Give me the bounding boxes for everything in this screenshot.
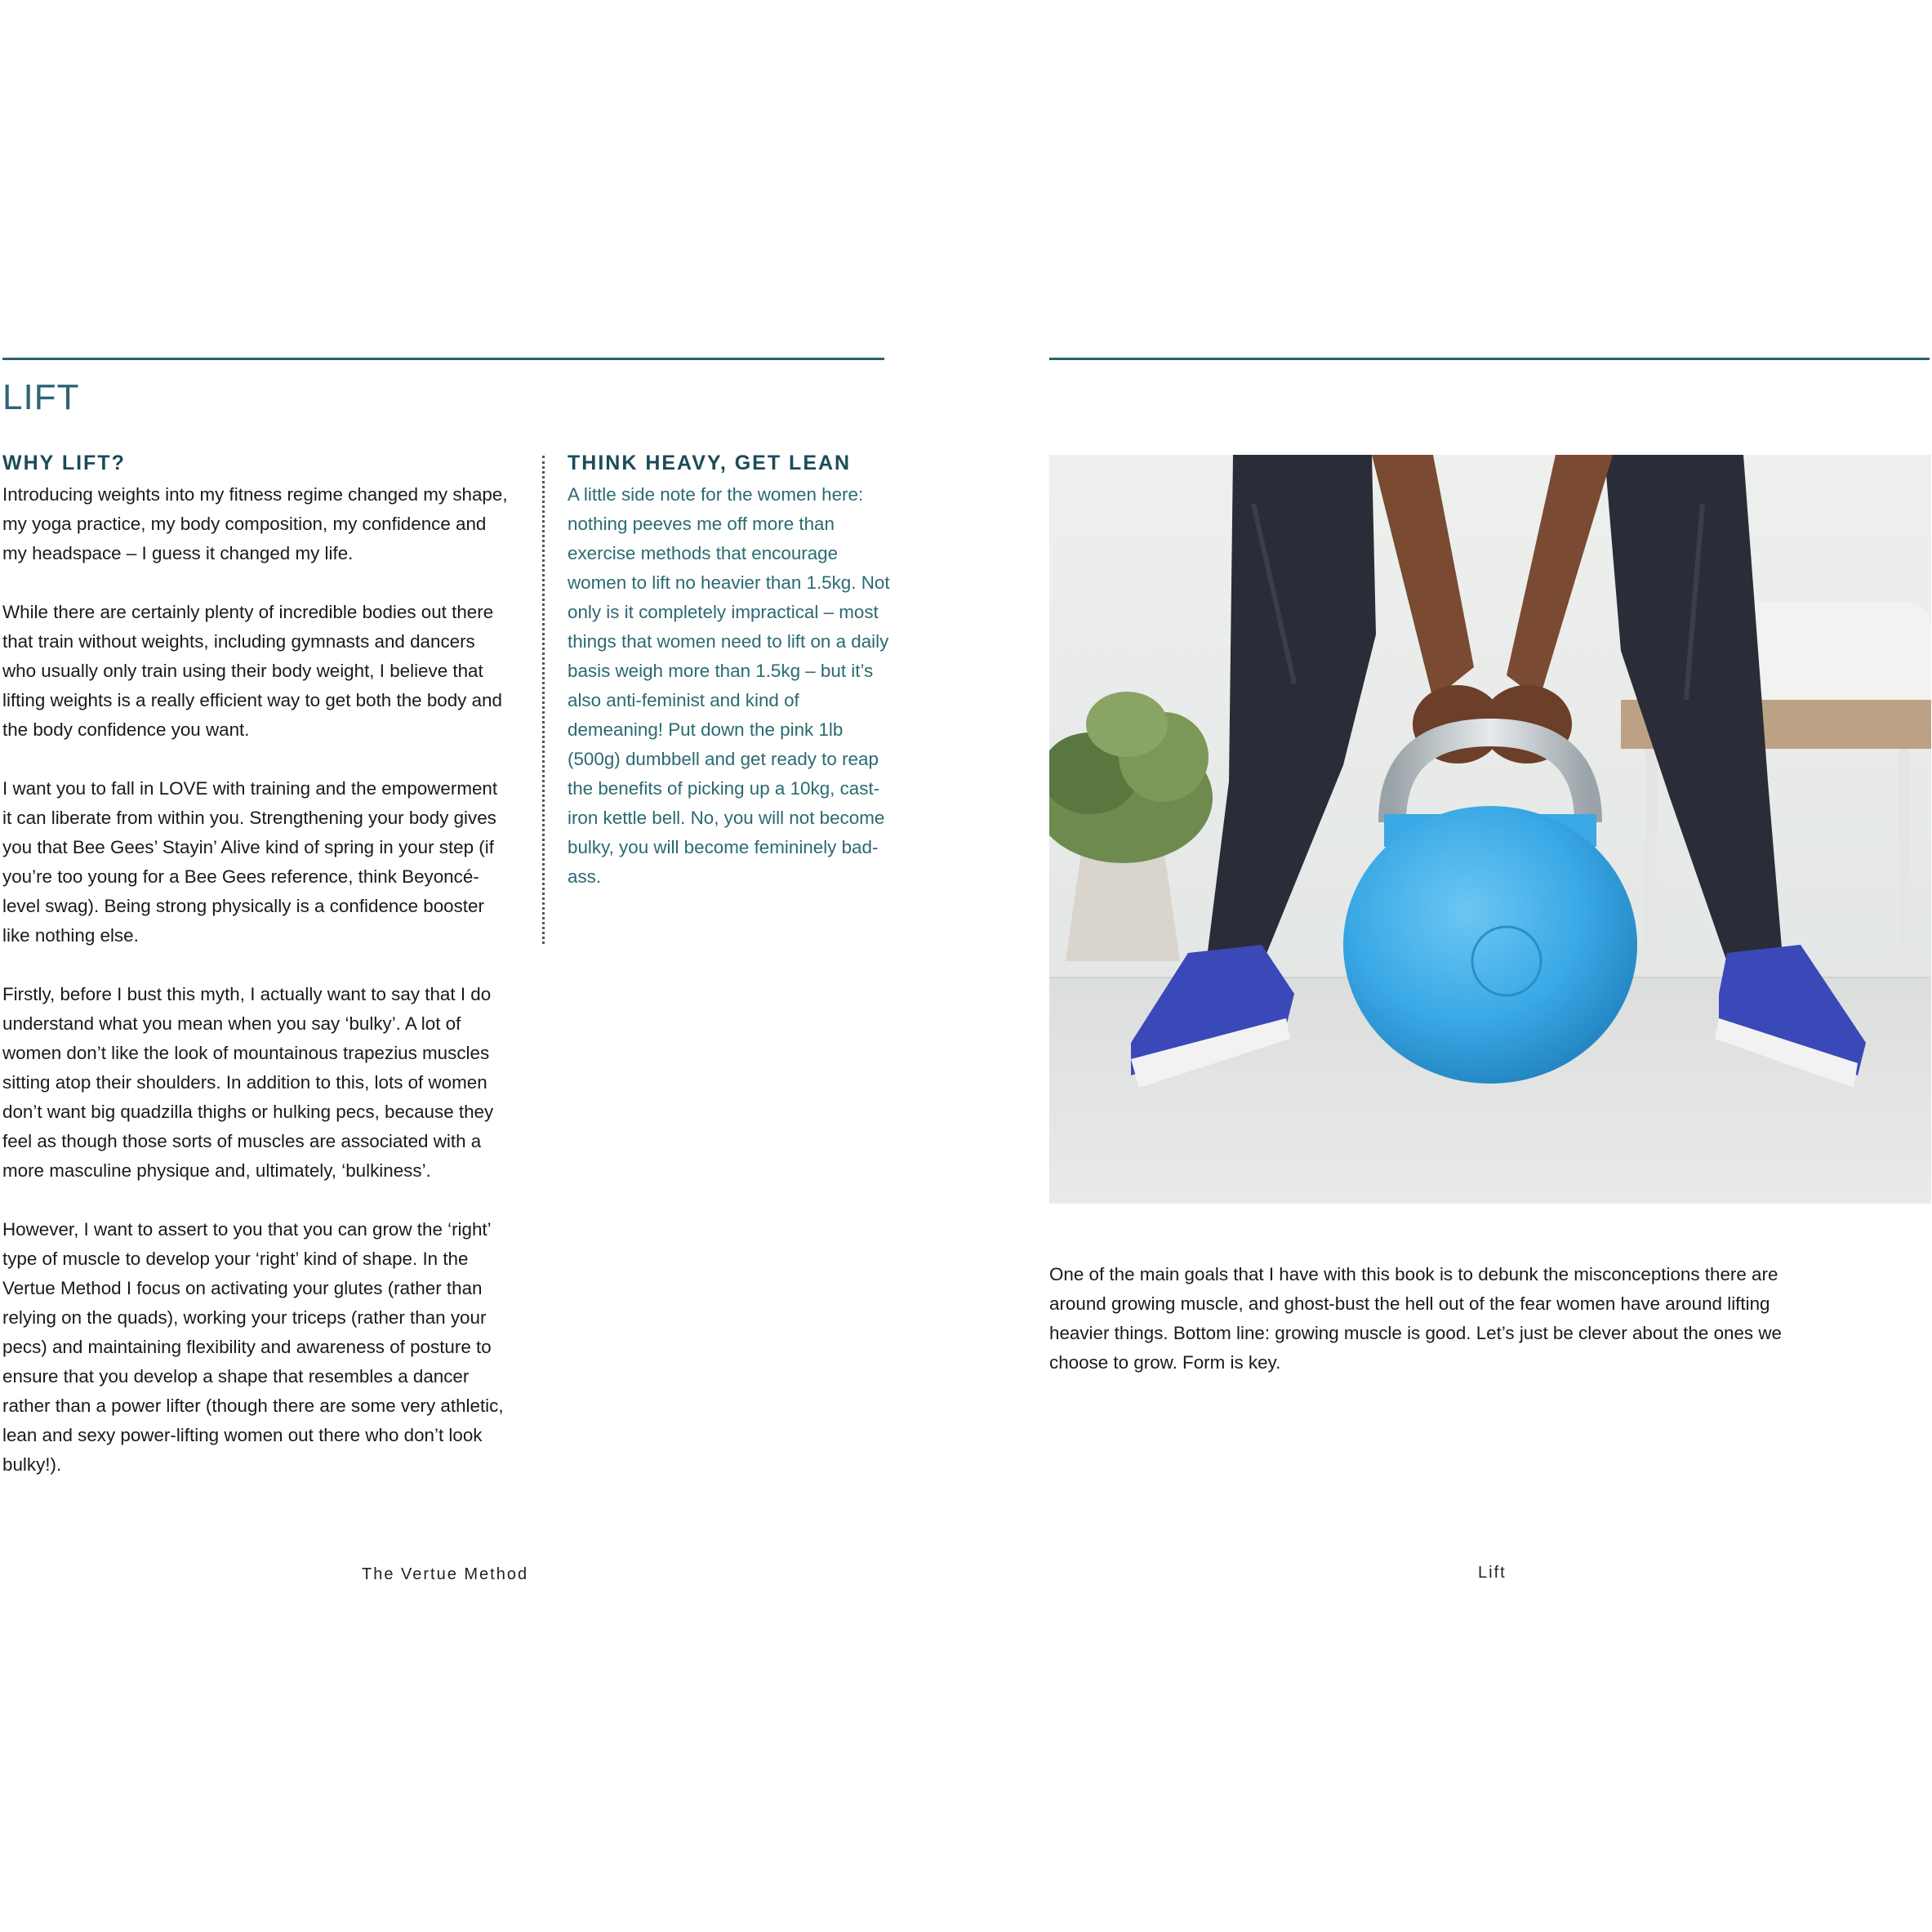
page-footer-right: Lift xyxy=(1478,1564,1507,1582)
body-paragraph: Introducing weights into my fitness regime changed my shape, my yoga practice, my body composition, my confidence and my headspace – I guess it changed my life. xyxy=(2,484,508,563)
top-rule-left xyxy=(2,358,884,360)
main-column xyxy=(2,449,509,1509)
body-paragraph: However, I want to assert to you that you can grow the ‘right’ type of muscle to develop your ‘right’ kind of shape. In the Vertue Method I focus on activating your glutes (rather than relying on the quads), working your triceps (rather than your pecs) and maintaining flexibility and awareness of posture to ensure that you develop a shape that resembles a dancer rather than a power lifter (though there are some very athletic, lean and sexy power-lifting women out there who don’t look bulky!). xyxy=(2,1219,504,1475)
column-divider xyxy=(542,456,545,944)
body-paragraph: Firstly, before I bust this myth, I actually want to say that I do understand what you mean when you say ‘bulky’. A lot of women don’t like the look of mountainous trapezius muscles sitting atop their shoulders. In addition to this, lots of women don’t want big quadzilla thighs or hulking pecs, because they feel as though those sorts of muscles are associated with a more masculine physique and, ultimately, ‘bulkiness’. xyxy=(2,984,494,1181)
kettlebell-photo xyxy=(1049,455,1931,1204)
section-heading-why-lift: WHY LIFT? xyxy=(2,452,126,474)
chapter-title: LIFT xyxy=(2,377,80,417)
top-rule-right xyxy=(1049,358,1930,360)
body-paragraph: While there are certainly plenty of incredible bodies out there that train without weights, including gymnasts and dancers who usually only train using their body weight, I believe that lifting weights is a really efficient way to get both the body and the body confidence you want. xyxy=(2,602,502,740)
photo-caption xyxy=(1049,1260,1784,1378)
caption-text: One of the main goals that I have with this book is to debunk the misconceptions there are around growing muscle, and ghost-bust the hell out of the fear women have around lifting heavier things. Bottom line: growing muscle is good. Let’s just be clever about the ones we choose to grow. Form is key. xyxy=(1049,1264,1782,1373)
body-paragraph: I want you to fall in LOVE with training and the empowerment it can liberate from within you. Strengthening your body gives you that Bee Gees’ Stayin’ Alive kind of spring in your step (if you’re too young for a Bee Gees reference, think Beyoncé-level swag). Being strong physically is a confidence booster like nothing else. xyxy=(2,778,498,946)
sidebar-column xyxy=(568,449,894,892)
page-footer-left: The Vertue Method xyxy=(362,1565,529,1583)
sidebar-text: A little side note for the women here: nothing peeves me off more than exercise methods that encourage women to lift no heavier than 1.5kg. Not only is it completely impractical – most things that women need to lift on a daily basis weigh more than 1.5kg – but it’s also anti-feminist and kind of demeaning! Put down the pink 1lb (500g) dumbbell and get ready to reap the benefits of picking up a 10kg, cast-iron kettle bell. No, you will not become bulky, you will become femininely bad-ass. xyxy=(568,484,890,887)
sidebar-heading: THINK HEAVY, GET LEAN xyxy=(568,452,852,474)
